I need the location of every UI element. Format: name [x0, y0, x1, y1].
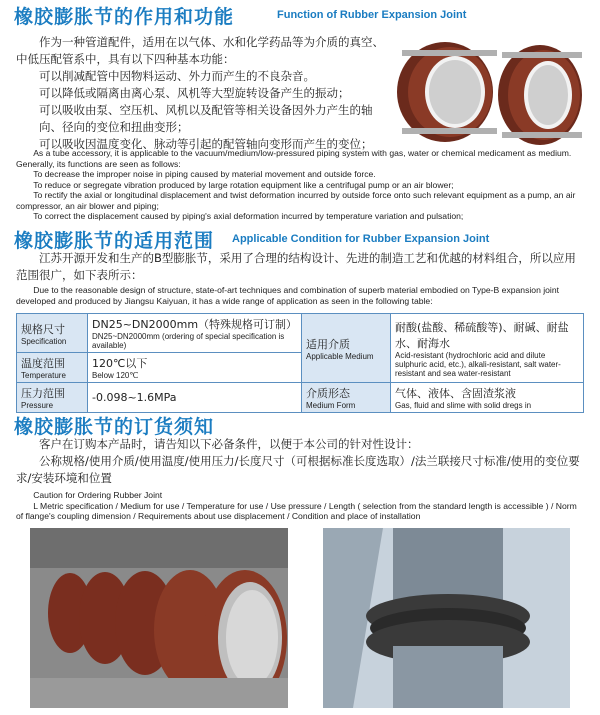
section3-cn-text: [16, 436, 586, 487]
temp-label-en: Temperature: [21, 371, 66, 380]
medium-label-en: Applicable Medium: [306, 351, 374, 361]
temp-value-cell: [88, 353, 302, 383]
section1-cn-item-1: 可以削减配管中因物料运动、外力而产生的不良杂音。: [39, 69, 315, 83]
pressure-label-cell: [17, 383, 88, 413]
section2-cn-intro: [16, 250, 586, 284]
section1-cn-item-4: 可以吸收因温度变化、脉动等引起的配管轴向变形而产生的变位；: [39, 137, 373, 151]
pressure-value: -0.098~1.6MPa: [92, 391, 177, 404]
medium-value-cn: 耐酸(盐酸、稀硫酸等)、耐碱、耐盐水、耐海水: [395, 320, 569, 350]
section3-en-title: Caution for Ordering Rubber Joint: [33, 490, 163, 500]
pressure-value-cell: [88, 383, 302, 413]
spec-table: [16, 313, 584, 413]
section2-title-cn: 橡胶膨胀节的适用范围: [14, 230, 215, 252]
section1-title-en: Function of Rubber Expansion Joint: [277, 9, 467, 21]
pressure-label-cn: 压力范围: [21, 387, 65, 400]
section1-cn-text: [16, 34, 386, 153]
rubber-joint-product-image: [390, 30, 595, 150]
installed-joint-photo: [323, 528, 570, 708]
section1-cn-item-2: 可以降低或隔离由离心泵、风机等大型旋转设备产生的振动；: [39, 86, 350, 100]
temp-label-cn: 温度范围: [21, 357, 65, 370]
joints-row-photo: [30, 528, 288, 708]
section3-cn-intro: 客户在订购本产品时，请告知以下必备条件，以便于本公司的针对性设计：: [39, 437, 419, 451]
form-value-en: Gas, fluid and slime with solid dregs in: [395, 401, 532, 410]
medium-value-en: Acid-resistant (hydrochloric acid and dilute sulphuric acid, etc.), alkali-resistant, salt water-resistant and sea water-resistant: [395, 350, 561, 378]
spec-value-cell: [88, 314, 302, 353]
pressure-label-en: Pressure: [21, 401, 54, 410]
section2-cn-intro-text: 江苏开源开发和生产的B型膨胀节，采用了合理的结构设计、先进的制造工艺和优越的材料组合，所以应用范围很广，如下表所示：: [16, 251, 576, 282]
form-value-cn: 气体、液体、含固渣浆液: [395, 387, 516, 400]
section1-en-item-3: To rectify the axial or longitudinal displacement and twist deformation incurred by outside force onto such relevant equipment as a pump, an air compressor, an air blower and piping;: [16, 190, 576, 211]
spec-value-cn: DN25~DN2000mm（特殊规格可订制）: [92, 318, 298, 331]
form-label-cell: [302, 383, 391, 413]
medium-value-cell: [391, 314, 584, 383]
spec-label-cn: 规格尺寸: [21, 322, 65, 336]
medium-label-cn: 适用介质: [306, 337, 350, 351]
section3-en-items: L Metric specification / Medium for use / Temperature for use / Use pressure / Length ( selection from the standard length is accessible ) / Norm of flange's coupling dimension / Requirements about use displacement / Condition and place of installation: [16, 500, 577, 521]
temp-label-cell: [17, 353, 88, 383]
section1-title-cn: 橡胶膨胀节的作用和功能: [14, 6, 235, 28]
table-row: [17, 383, 584, 413]
spec-label-en: Specification: [21, 336, 67, 346]
section1-en-intro: As a tube accessory, it is applicable to the vacuum/medium/low-pressured piping system with gas, water or chemical medicament as medium. Generally, its functions are seen as follows:: [16, 148, 572, 169]
table-row: [17, 314, 584, 353]
spec-label-cell: [17, 314, 88, 353]
medium-label-cell: [302, 314, 391, 383]
section1-cn-intro: 作为一种管道配件，适用在以气体、水和化学药品等为介质的真空、中低压配管系中，具有以下四种基本功能：: [16, 35, 384, 66]
section1-en-text: [16, 148, 586, 222]
section3-cn-items: 公称规格/使用介质/使用温度/使用压力/长度尺寸（可根据标准长度选取）/法兰联接尺寸标准/使用的变位要求/安装环境和位置: [16, 454, 580, 485]
temp-value-en: Below 120℃: [92, 371, 139, 380]
section1-en-item-4: To correct the displacement caused by piping's axial deformation incurred by temperature variation and pulsation;: [33, 211, 464, 221]
form-label-cn: 介质形态: [306, 387, 350, 400]
form-label-en: Medium Form: [306, 401, 356, 410]
section2-en-intro-text: Due to the reasonable design of structure, state-of-art techniques and combination of superb material embodied on Type-B expansion joint developed and produced by Jiangsu Kaiyuan, it has a wide range of application as seen in the following table:: [16, 285, 559, 306]
section1-en-item-2: To reduce or segregate vibration produced by large rotation equipment like a centrifugal pump or an air blower;: [33, 179, 454, 190]
section1-cn-item-3: 可以吸收由泵、空压机、风机以及配管等相关设备因外力产生的轴向、径向的变位和扭曲变形；: [39, 103, 373, 134]
spec-value-en: DN25~DN2000mm (ordering of special specification is available): [92, 332, 285, 350]
section3-en-text: [16, 490, 586, 522]
section2-title-en: Applicable Condition for Rubber Expansion Joint: [232, 233, 490, 245]
section2-en-intro: [16, 285, 586, 306]
section1-en-item-1: To decrease the improper noise in piping caused by material movement and outside force.: [33, 169, 376, 179]
form-value-cell: [391, 383, 584, 413]
temp-value-cn: 120℃以下: [92, 357, 148, 370]
section3-title-cn: 橡胶膨胀节的订货须知: [14, 416, 215, 438]
